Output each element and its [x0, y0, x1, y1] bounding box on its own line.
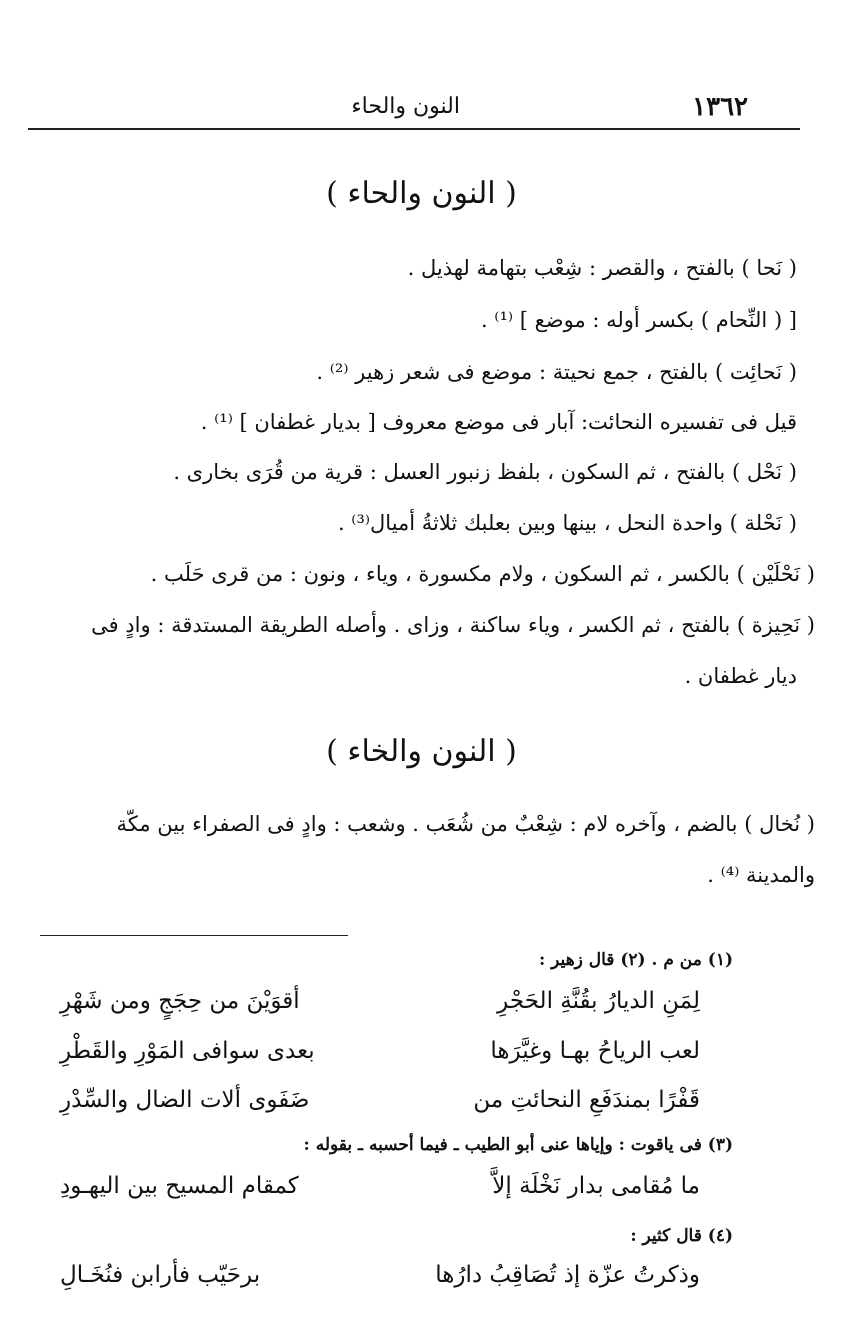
footnote-separator: [40, 935, 348, 936]
footnote-4-head: (٤) قال كثير :: [630, 1226, 733, 1246]
verse-mutanabbi: [60, 1173, 700, 1213]
verse-first-hemistich: وذكرتُ عزّة إذ تُصَاقِبُ دارُها: [435, 1262, 700, 1288]
entry-nahla: ( نَحْلة ) واحدة النحل ، بينها وبين بعلبك ثلاثةُ أميال⁽³⁾ .: [337, 511, 797, 535]
running-title: النون والحاء: [351, 94, 460, 119]
entry-nihham: [ ( النِّحام ) بكسر أوله : موضع ] ⁽¹⁾ .: [480, 308, 797, 332]
verse-kuthayyir: [60, 1262, 700, 1302]
verse-zuhayr-2: [60, 1038, 700, 1078]
verse-zuhayr-1: [60, 988, 700, 1028]
entry-nahiza-cont: ديار غطفان .: [684, 664, 797, 688]
entry-nahiza: ( نَحِيزة ) بالفتح ، ثم الكسر ، وياء ساكنة ، وزاى . وأصله الطريقة المستدقة : وادٍ فى: [91, 613, 815, 637]
section-title-nun-kha: ( النون والخاء ): [326, 734, 517, 769]
verse-first-hemistich: ما مُقامى بدار نَخْلَة إلاَّ: [492, 1173, 700, 1199]
verse-first-hemistich: قَفْرًا بمندَفَعِ النحائتِ من: [473, 1087, 700, 1113]
verse-first-hemistich: لعب الرياحُ بهـا وغيَّرَها: [490, 1038, 700, 1064]
entry-nahlain: ( نَحْلَيْن ) بالكسر ، ثم السكون ، ولام مكسورة ، وياء ، ونون : من قرى حَلَب .: [150, 562, 815, 586]
footnote-1-2-head: (١) من م . (٢) قال زهير :: [538, 950, 733, 970]
verse-second-hemistich: كمقام المسيح بين اليهـودِ: [60, 1173, 299, 1199]
footnote-3-head: (٣) فى ياقوت : وإياها عنى أبو الطيب ـ فيما أحسبه ـ بقوله :: [303, 1135, 733, 1155]
entry-nahait-gloss: قيل فى تفسيره النحائت: آبار فى موضع معروف [ بديار غطفان ] ⁽¹⁾ .: [200, 410, 797, 434]
verse-second-hemistich: ضَفَوى ألات الضال والسِّدْرِ: [60, 1087, 310, 1113]
verse-first-hemistich: لِمَنِ الديارُ بقُنَّةِ الحَجْرِ: [497, 988, 700, 1014]
verse-second-hemistich: بعدى سوافى المَوْرِ والقَطْرِ: [60, 1038, 315, 1064]
verse-second-hemistich: أقوَيْنَ من حِجَجٍ ومن شَهْرِ: [60, 988, 300, 1014]
verse-zuhayr-3: [60, 1087, 700, 1127]
entry-naha: ( نَحا ) بالفتح ، والقصر : شِعْب بتهامة لهذيل .: [407, 256, 797, 280]
page-header: [28, 92, 800, 130]
page-number: ١٣٦٢: [692, 92, 748, 122]
entry-nahait: ( نَحائِت ) بالفتح ، جمع نحيتة : موضع فى شعر زهير ⁽²⁾ .: [316, 360, 797, 384]
entry-nukhal-cont: والمدينة ⁽⁴⁾ .: [707, 863, 815, 887]
verse-second-hemistich: برحَيّب فأرابن فنُخَـالِ: [60, 1262, 261, 1288]
entry-nahl: ( نَحْل ) بالفتح ، ثم السكون ، بلفظ زنبور العسل : قرية من قُرَى بخارى .: [173, 460, 797, 484]
entry-nukhal: ( نُخال ) بالضم ، وآخره لام : شِعْبٌ من شُعَب . وشعب : وادٍ فى الصفراء بين مكّة: [116, 812, 815, 836]
section-title-nun-ha: ( النون والحاء ): [326, 176, 517, 211]
